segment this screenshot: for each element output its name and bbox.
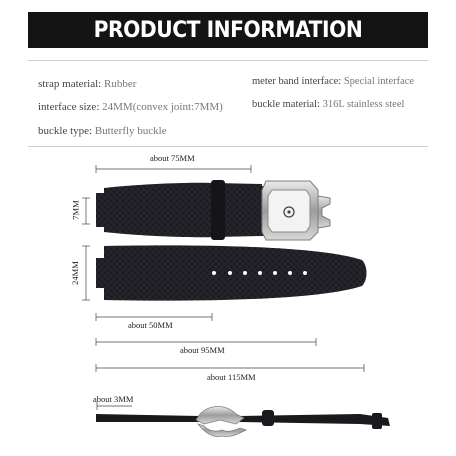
spec-meter-band-interface: meter band interface: Special interface [252, 76, 415, 87]
spec-strap-material: strap material: Rubber [38, 78, 137, 90]
buckle-side-profile [196, 407, 244, 425]
label-total-length: about 115MM [207, 372, 256, 382]
spec-interface-size: interface size: 24MM(convex joint:7MM) [38, 101, 223, 113]
label-tail: about 50MM [128, 320, 173, 330]
dimension-top-length [96, 165, 251, 173]
label-top-length: about 75MM [150, 153, 195, 163]
dimension-total-length [96, 364, 364, 372]
strap-keeper [211, 180, 225, 240]
spec-buckle-type: buckle type: Butterfly buckle [38, 125, 167, 137]
page-title: PRODUCT INFORMATION [93, 17, 363, 43]
label-thickness: about 3MM [93, 394, 134, 404]
lower-strap [96, 245, 367, 300]
dimension-width [82, 246, 90, 300]
dimension-convex-joint [82, 198, 90, 224]
strap-side-profile [96, 407, 390, 437]
label-mid-length: about 95MM [180, 345, 225, 355]
spec-buckle-material: buckle material: 316L stainless steel [252, 99, 405, 110]
butterfly-buckle [262, 181, 330, 240]
label-width: 24MM [69, 261, 80, 285]
label-convex-joint: 7MM [70, 200, 81, 220]
